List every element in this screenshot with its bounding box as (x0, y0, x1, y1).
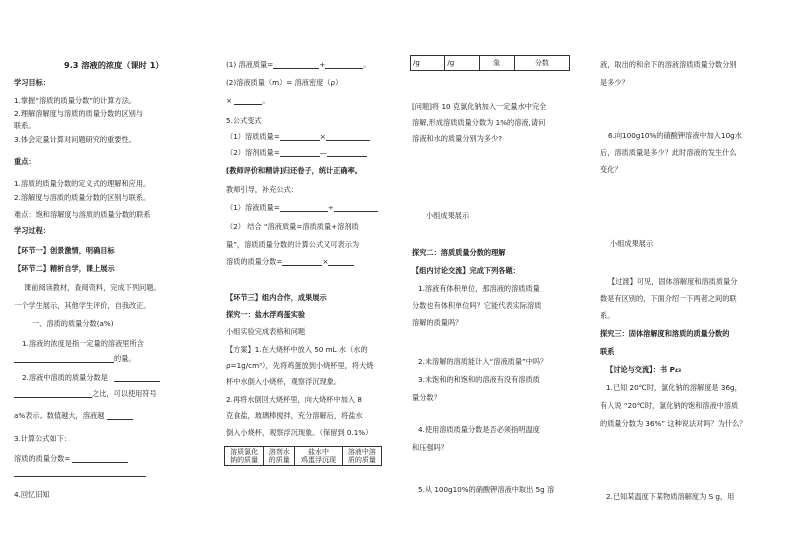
formula-line: 溶质的质量分数= (14, 455, 128, 463)
table-cell: /g (411, 56, 445, 71)
difficulty-line: 难点：饱和溶解度与溶质的质量分数的联系 (14, 210, 151, 219)
answer-blank[interactable] (14, 390, 92, 398)
experiment-table-cont (410, 55, 570, 71)
answer-blank[interactable] (14, 355, 114, 363)
link-3-heading: 【环节三】组内合作，成果展示 (226, 293, 327, 302)
link-2-heading: 【环节二】精析自学，课上展示 (14, 264, 115, 273)
formula-2: (2)溶液质量（m）= 溶液密度（ρ） (226, 78, 343, 87)
probe-1-instruction: 小组实验完成表格和问题 (226, 327, 306, 336)
problem-line: 溶解,形成溶质质量分数为 1%的溶液,请问 (412, 118, 546, 127)
plan-line: 杯中水倒入小烧杯，观察浮沉现象。 (226, 377, 342, 386)
probe-1-heading: 探究一：盐水浮鸡蛋实验 (226, 310, 306, 319)
discussion-item: 1.溶液有体积单位，那溶液的溶质质量 (418, 284, 540, 293)
plan-line: ρ=1g/cm³），先将鸡蛋放到小烧杯里，将大烧 (226, 361, 374, 370)
key-line: 2.溶解度与溶质的质量分数的区别与联系。 (14, 193, 151, 202)
group-result-heading: 小组成果展示 (426, 211, 470, 220)
complement-1: （1）溶液质量= ÷ (226, 204, 378, 212)
answer-blank[interactable] (282, 258, 322, 266)
table-header-cell: 溶剂水 的质量 (264, 447, 295, 466)
plan-line: 【方案】1.在大烧杯中放入 50 mL 水（水的 (226, 345, 368, 354)
answer-blank[interactable] (280, 133, 320, 141)
answer-blank[interactable] (273, 61, 319, 69)
transition-line: 【过渡】可见，固体溶解度和溶质质量分 (608, 277, 738, 286)
table-header-cell: 盐水中 鸡蛋浮沉现 (295, 447, 343, 466)
discussion-item: 溶解的质量吗？ (412, 318, 463, 327)
answer-blank[interactable] (326, 133, 370, 141)
discuss-exchange-heading: 【讨论与交流】：书 P₄₃ (606, 365, 682, 374)
question-3: 3.计算公式如下： (14, 434, 72, 443)
goals-heading: 学习目标： (14, 78, 50, 87)
exercise-1: 1.已知 20℃时，氯化钠的溶解度是 36g， (606, 383, 742, 392)
discussion-item: 和压强吗？ (412, 443, 448, 452)
goal-line: 1.掌握“溶质的质量分数”的计算方法。 (14, 96, 137, 105)
group-result-heading: 小组成果展示 (610, 239, 654, 248)
goal-line: 3.体会定量计算对问题研究的重要性。 (14, 135, 136, 144)
exercise-1-cont: 有人说 “20℃时，氯化钠的饱和溶液中溶质 (600, 401, 739, 410)
goal-line: 联系。 (14, 121, 36, 130)
table-header-cell: 溶质氯化 钠的质量 (225, 447, 264, 466)
transition-line: 系。 (600, 311, 615, 320)
plan-line: 克食盐，玻璃棒搅拌，充分溶解后，将盐水 (226, 411, 363, 420)
teacher-review: [教师评价和精讲]归还卷子，统计正确率。 (226, 166, 362, 175)
answer-blank[interactable] (234, 97, 262, 105)
answer-blank[interactable] (280, 204, 328, 212)
reading-instruction: 课前阅读教材，查阅资料，完成下列问题。 (24, 283, 161, 292)
teacher-guide: 教师引导，补充公式： (226, 185, 298, 194)
probe-3-heading-cont: 联系 (600, 347, 615, 356)
question-4: 4.回忆旧知 (14, 490, 50, 499)
question-6-cont: 后，溶质质量是多少？此时溶液的发生什么 (600, 148, 737, 157)
discuss-heading: 【组内讨论交流】完成下列各题： (412, 266, 520, 275)
key-heading: 重点： (14, 157, 36, 166)
table-header-cell: 溶液中溶 质的质量 (342, 447, 381, 466)
discussion-item: 4.使用溶质质量分数是否必须指明温度 (418, 425, 540, 434)
column-2 (222, 0, 392, 560)
column-3 (410, 0, 580, 560)
answer-blank[interactable] (328, 258, 354, 266)
discussion-item: 5.从 100g10%的硝酸钾溶液中取出 5g 溶 (418, 485, 555, 494)
answer-blank[interactable] (72, 455, 128, 463)
answer-blank[interactable] (280, 149, 320, 157)
formula-2-cont: × 。 (226, 96, 270, 105)
complement-2-formula: 溶质的质量分数= × (226, 258, 354, 266)
section-heading: 一、溶质的质量分数(a%) (32, 319, 114, 328)
problem-line: 溶液和水的质量分别为多少? (412, 134, 503, 143)
formula-1: (1) 溶液质量= + 。 (226, 60, 371, 69)
key-line: 1.溶质的质量分数的定义式的理解和应用。 (14, 179, 151, 188)
answer-blank[interactable] (114, 374, 160, 382)
question-1-cont: 的量。 (14, 355, 136, 363)
exercise-2: 2.已知某温度下某物质溶解度为 S g，用 (606, 492, 735, 501)
question-2: 2.溶液中溶质的质量分数是 (22, 374, 160, 382)
discussion-item: 分数也有体积单位吗？它能代表实际溶质 (412, 301, 542, 310)
variant-1: （1）溶质质量= × (226, 133, 370, 141)
plan-line: 倒入小烧杯，观察浮沉现象。（保留到 0.1%） (226, 428, 373, 437)
complement-2: （2） 结合 “溶液质量=溶质质量+溶剂质 (226, 222, 359, 231)
exercise-1-cont: 的质量分数为 36%” 这种说法对吗？为什么？ (600, 419, 747, 428)
probe-3-heading: 探究三：固体溶解度和溶质的质量分数的 (600, 329, 730, 338)
plan-line: 2.再将水倒回大烧杯里，向大烧杯中加入 8 (226, 395, 362, 404)
goal-line: 2.理解溶解度与溶质的质量分数的区别与 (14, 109, 144, 118)
experiment-table (224, 446, 382, 466)
answer-blank[interactable] (325, 61, 363, 69)
transition-line: 数是有区别的，下面介绍一下两者之间的联 (600, 294, 737, 303)
question-2-cont: 之比，可以使用符号 (14, 390, 157, 398)
document-title: 9.3 溶液的浓度（课时 1） (64, 60, 164, 70)
question-6: 6.向100g10%的硝酸钾溶液中加入10g水 (608, 131, 742, 140)
reading-instruction: 一个学生展示，其他学生评价，自我改正。 (14, 301, 151, 310)
table-cell: 分数 (514, 56, 569, 71)
complement-2-cont: 量”，溶质质量分数的计算公式又可表示为 (226, 240, 360, 249)
table-cell: /g (445, 56, 479, 71)
question-2-end: a%表示。数值越大，溶液越 (14, 412, 133, 420)
table-cell: 象 (479, 56, 514, 71)
discussion-item: 量分数？ (412, 393, 441, 402)
answer-blank[interactable] (107, 412, 133, 420)
process-heading: 学习过程： (14, 226, 50, 235)
column-4 (598, 0, 778, 560)
variant-2: （2）溶剂质量= — (226, 149, 367, 157)
link-1-heading: 【环节一】创景激情，明确目标 (14, 246, 115, 255)
discussion-item: 2.未溶解的溶质能计入“溶液质量”中吗？ (418, 357, 548, 366)
continued-line: 液，取出的和余下的溶液溶质质量分数分别 (600, 60, 737, 69)
probe-2-heading: 探究二：溶质质量分数的理解 (412, 248, 506, 257)
column-1 (14, 0, 200, 560)
fraction-bar (14, 476, 146, 477)
question-6-cont: 变化？ (600, 165, 622, 174)
question-1: 1.溶液的浓度是指一定量的溶液里所含 (22, 339, 144, 348)
continued-line: 是多少？ (600, 78, 629, 87)
discussion-item: 3.未饱和的和饱和的溶液有没有溶质质 (418, 375, 540, 384)
problem-line: [问题]将 10 克氯化钠加入一定量水中完全 (412, 102, 547, 111)
answer-blank[interactable] (327, 149, 367, 157)
answer-blank[interactable] (334, 204, 378, 212)
section-5: 5.公式变式 (226, 116, 262, 125)
